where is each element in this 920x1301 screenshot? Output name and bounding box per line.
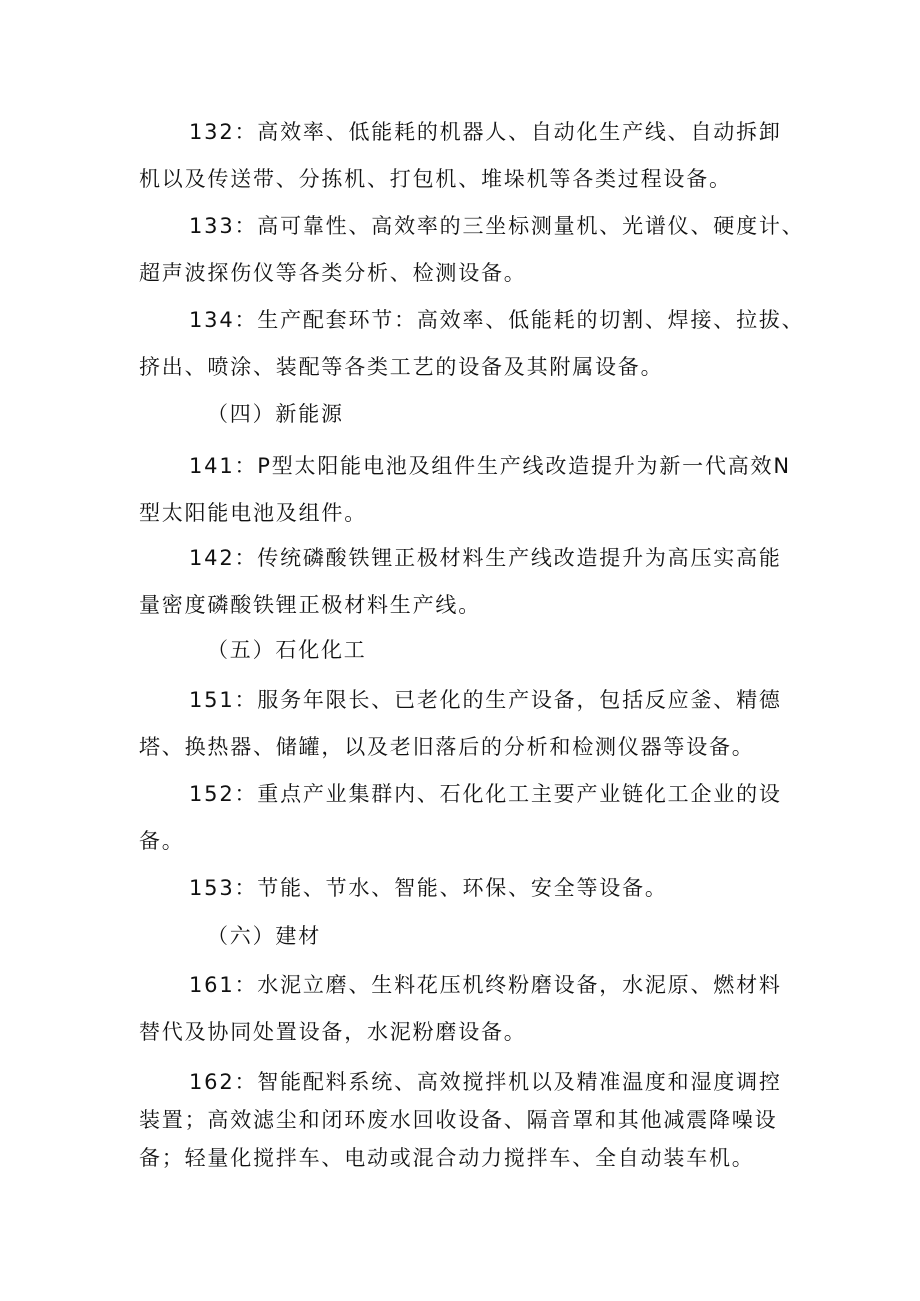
item-142 <box>139 535 789 629</box>
item-133-line-1: 133：高可靠性、高效率的三坐标测量机、光谱仪、硬度计、 <box>189 214 805 238</box>
item-141-line-2: 型太阳能电池及组件。 <box>139 501 367 525</box>
item-162-line-2: 装置；高效滤尘和闭环废水回收设备、隔音罩和其他减震降噪设 <box>139 1108 778 1132</box>
section-heading-text: （六）建材 <box>207 924 321 948</box>
section-heading-new-energy <box>139 391 789 438</box>
item-142-line-1: 142：传统磷酸铁锂正极材料生产线改造提升为高压实高能 <box>189 546 782 570</box>
item-133 <box>139 203 805 297</box>
item-153 <box>139 865 789 912</box>
section-heading-text: （五）石化化工 <box>207 638 367 662</box>
item-162 <box>139 1063 789 1177</box>
item-151 <box>139 677 789 771</box>
item-161 <box>139 962 789 1056</box>
item-133-line-2: 超声波探伤仪等各类分析、检测设备。 <box>139 261 527 285</box>
item-132 <box>139 109 789 203</box>
item-151-line-1: 151：服务年限长、已老化的生产设备，包括反应釜、精德 <box>189 688 782 712</box>
item-134 <box>139 297 805 391</box>
item-134-line-2: 挤出、喷涂、装配等各类工艺的设备及其附属设备。 <box>139 355 664 379</box>
item-153-line-1: 153：节能、节水、智能、环保、安全等设备。 <box>189 876 668 900</box>
item-141 <box>139 443 789 537</box>
section-heading-petrochemical <box>139 627 789 674</box>
item-161-line-2: 替代及协同处置设备，水泥粉磨设备。 <box>139 1020 527 1044</box>
item-132-line-2: 机以及传送带、分拣机、打包机、堆垛机等各类过程设备。 <box>139 167 732 191</box>
item-132-line-1: 132：高效率、低能耗的机器人、自动化生产线、自动拆卸 <box>189 120 782 144</box>
item-134-line-1: 134：生产配套环节：高效率、低能耗的切割、焊接、拉拔、 <box>189 308 805 332</box>
item-152 <box>139 771 789 865</box>
item-161-line-1: 161：水泥立磨、生料花压机终粉磨设备，水泥原、燃材料 <box>189 973 782 997</box>
item-162-line-1: 162：智能配料系统、高效搅拌机以及精准温度和湿度调控 <box>189 1070 782 1094</box>
item-151-line-2: 塔、换热器、储罐，以及老旧落后的分析和检测仪器等设备。 <box>139 735 755 759</box>
section-heading-text: （四）新能源 <box>207 402 344 426</box>
item-152-line-1: 152：重点产业集群内、石化化工主要产业链化工企业的设 <box>189 782 782 806</box>
item-142-line-2: 量密度磷酸铁锂正极材料生产线。 <box>139 593 481 617</box>
section-heading-building-materials <box>139 913 789 960</box>
item-152-line-2: 备。 <box>139 829 185 853</box>
item-162-line-3: 备；轻量化搅拌车、电动或混合动力搅拌车、全自动装车机。 <box>139 1146 755 1170</box>
item-141-line-1: 141：P型太阳能电池及组件生产线改造提升为新一代高效N <box>189 454 791 478</box>
